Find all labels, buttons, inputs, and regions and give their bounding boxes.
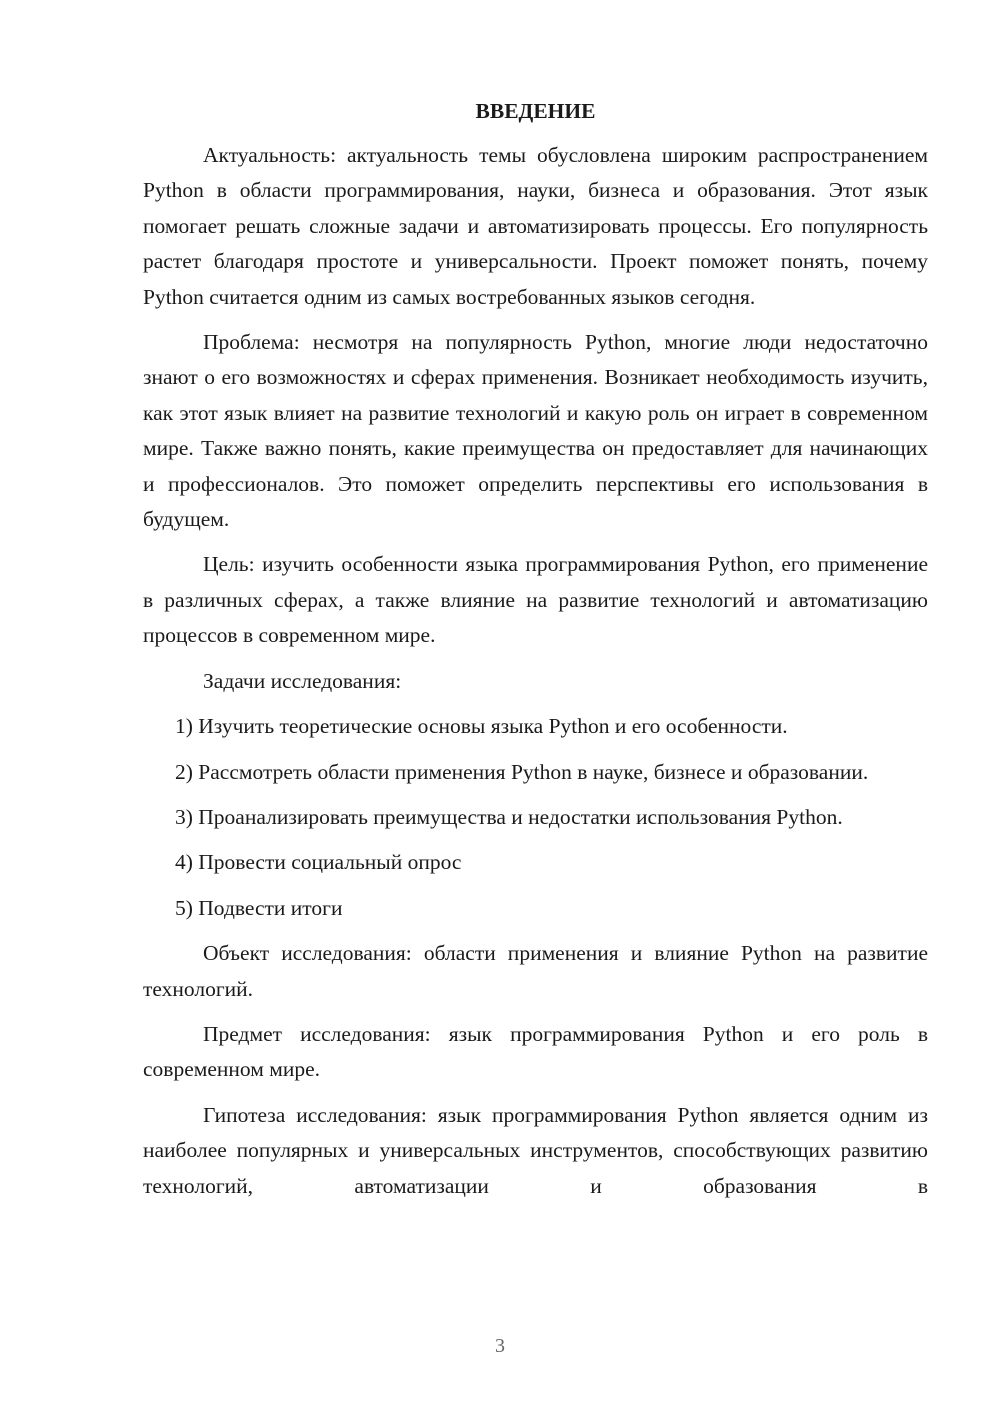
paragraph-object: Объект исследования: области применения и влияние Python на развитие технологий. — [143, 941, 928, 1001]
paragraph-tasks-heading: Задачи исследования: — [203, 668, 402, 693]
section-title: ВВЕДЕНИЕ — [475, 99, 596, 123]
paragraph-subject: Предмет исследования: язык программирования Python и его роль в современном мире. — [143, 1021, 928, 1082]
paragraph-problem: Проблема: несмотря на популярность Python, многие люди недостаточно знают о его возможностях и сферах применения. Возникает необходимость изучить, как этот язык влияет на развитие технологий и какую роль он играет в современном мире. Также важно понять, какие преимущества он предоставляет для начинающих и профессионалов. Это поможет определить перспективы его использования в будущем. — [143, 330, 928, 532]
task-item-4: 4) Провести социальный опрос — [175, 850, 462, 875]
paragraph-relevance: Актуальность: актуальность темы обусловлена широким распространением Python в области программирования, науки, бизнеса и образования. Этот язык помогает решать сложные задачи и автоматизировать процессы. Его популярность растет благодаря простоте и универсальности. Проект поможет понять, почему Python считается одним из самых востребованных языков сегодня. — [143, 143, 928, 309]
paragraph-goal: Цель: изучить особенности языка программирования Python, его применение в различных сферах, а также влияние на развитие технологий и автоматизацию процессов в современном мире. — [143, 552, 928, 648]
task-item-2: 2) Рассмотреть области применения Python в науке, бизнесе и образовании. — [175, 759, 869, 784]
task-item-5: 5) Подвести итоги — [175, 895, 343, 920]
paragraph-hypothesis: Гипотеза исследования: язык программирования Python является одним из наиболее популярных и универсальных инструментов, способствующих развитию технологий, автоматизации и образования в — [143, 1102, 928, 1198]
page-number: 3 — [495, 1335, 505, 1357]
task-item-1: 1) Изучить теоретические основы языка Python и его особенности. — [175, 714, 788, 739]
task-item-3: 3) Проанализировать преимущества и недостатки использования Python. — [175, 804, 843, 829]
page-content — [143, 96, 928, 1214]
